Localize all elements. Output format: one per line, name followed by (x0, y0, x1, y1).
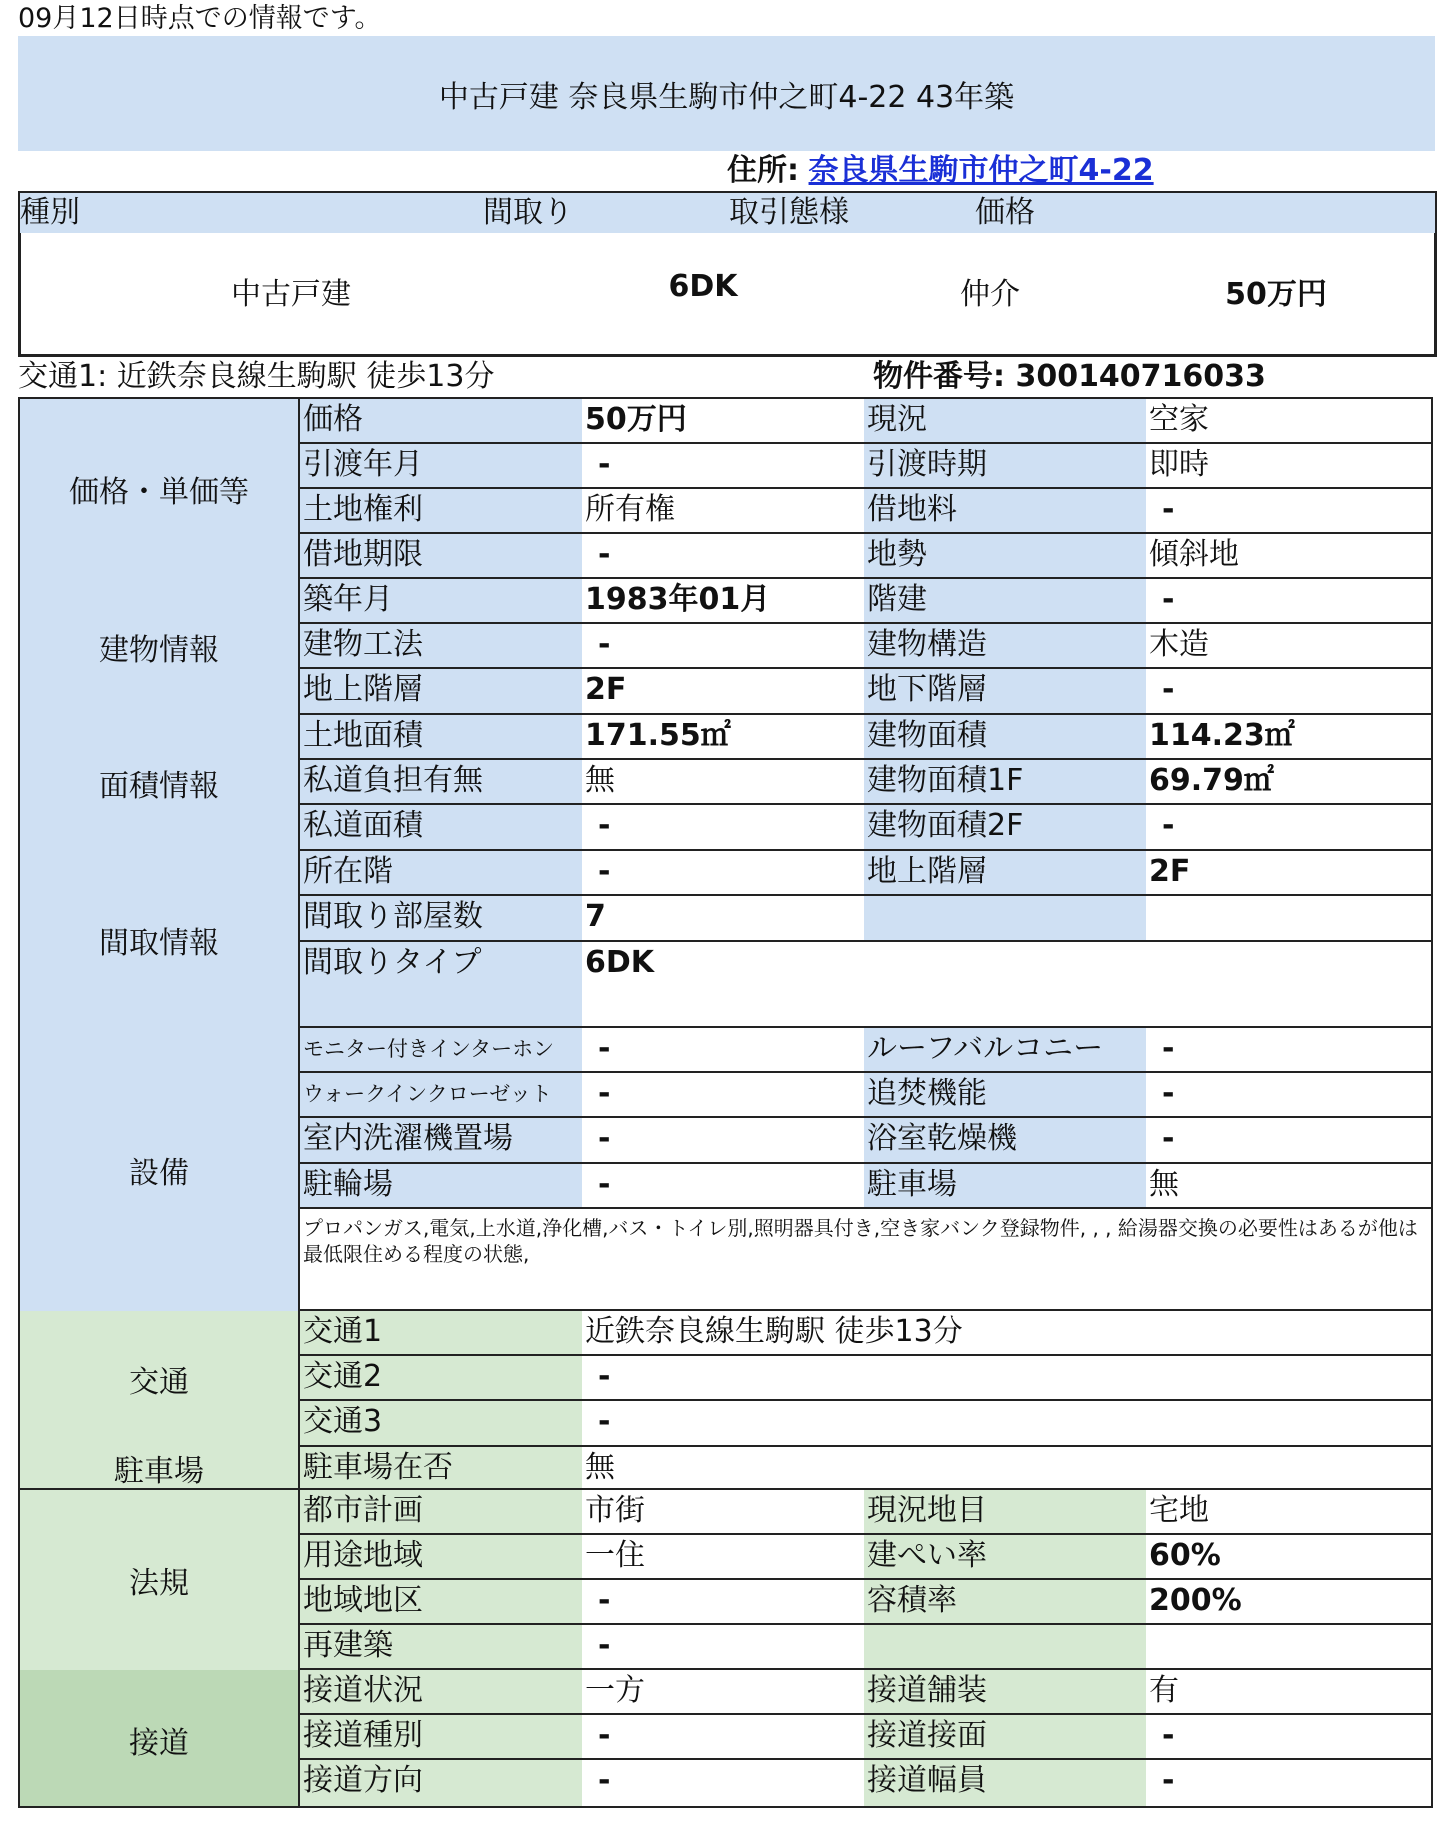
section-price-title: 価格・単価等 (20, 399, 300, 579)
section-parking-title: 駐車場 (20, 1447, 300, 1488)
summary-header-price: 価格 (975, 195, 1035, 230)
section-transport-title: 交通 (20, 1311, 300, 1447)
row-label: 地域地区 (300, 1580, 582, 1623)
row-label: 私道負担有無 (300, 760, 582, 803)
detail-grid (18, 397, 1433, 1808)
row-value: 6DK (585, 945, 655, 980)
row-label: 現況 (864, 399, 1146, 442)
row-value: 171.55㎡ (585, 718, 731, 753)
row-label: 建物面積2F (864, 805, 1146, 849)
section-law-title: 法規 (20, 1490, 300, 1670)
row-value: - (598, 808, 611, 843)
row-value: - (1162, 1718, 1175, 1753)
table-row (300, 851, 1431, 896)
table-row (300, 1580, 1431, 1625)
row-label: 接道状況 (300, 1670, 582, 1713)
table-row (300, 1118, 1431, 1164)
table-row (300, 760, 1431, 805)
table-row (300, 1535, 1431, 1580)
row-label: 借地期限 (300, 534, 582, 577)
equipment-note: プロパンガス,電気,上水道,浄化槽,バス・トイレ別,照明器具付き,空き家バンク登録物件, , , 給湯器交換の必要性はあるが他は最低限住める程度の状態, (303, 1216, 1418, 1266)
row-label: 引渡年月 (300, 444, 582, 487)
row-value: 60% (1149, 1538, 1221, 1573)
row-label: 都市計画 (300, 1490, 582, 1533)
page-title-text: 中古戸建 奈良県生駒市仲之町4-22 43年築 (438, 79, 1015, 115)
row-label: 接道接面 (864, 1715, 1146, 1758)
summary-header (18, 191, 1437, 236)
row-label: 接道幅員 (864, 1760, 1146, 1808)
row-label: 築年月 (300, 579, 582, 622)
row-value: - (598, 1583, 611, 1618)
row-value: - (598, 1031, 611, 1066)
table-row (300, 1715, 1431, 1760)
row-label: 現況地目 (864, 1490, 1146, 1533)
row-label: 追焚機能 (864, 1073, 1146, 1116)
row-label: 建ぺい率 (864, 1535, 1146, 1578)
row-value: - (1162, 582, 1175, 617)
table-row (300, 444, 1431, 489)
row-label: 接道舗装 (864, 1670, 1146, 1713)
row-value: - (598, 537, 611, 572)
row-label: 室内洗濯機置場 (300, 1118, 582, 1162)
row-value: - (598, 854, 611, 889)
table-row (300, 1447, 1431, 1490)
row-label: 地上階層 (864, 851, 1146, 894)
table-row (300, 1490, 1431, 1535)
section-layout-title: 間取情報 (20, 851, 300, 1028)
property-id: 物件番号: 300140716033 (873, 359, 1266, 394)
summary-type-value: 中古戸建 (231, 277, 351, 312)
row-value: - (598, 1076, 611, 1111)
row-value: 有 (1149, 1673, 1179, 1708)
row-label: 交通2 (300, 1356, 582, 1399)
row-label: 用途地域 (300, 1535, 582, 1578)
page-title (18, 36, 1435, 151)
row-value: - (598, 1167, 611, 1202)
row-value: - (1162, 1076, 1175, 1111)
row-label: ウォークインクローゼット (300, 1073, 582, 1116)
row-value: 無 (585, 1450, 615, 1485)
row-label (864, 1625, 1146, 1668)
row-value: 50万円 (585, 402, 687, 437)
row-value: - (598, 447, 611, 482)
row-label: 建物面積 (864, 715, 1146, 758)
table-row (300, 669, 1431, 715)
row-value: - (598, 1763, 611, 1798)
row-label: 所在階 (300, 851, 582, 894)
row-value: - (598, 1359, 611, 1394)
row-value: - (598, 1404, 611, 1439)
table-row (300, 1760, 1431, 1808)
row-label: 駐輪場 (300, 1164, 582, 1207)
row-value (1146, 1625, 1433, 1668)
table-row (300, 896, 1431, 942)
table-row (300, 534, 1431, 579)
table-row (300, 579, 1431, 624)
row-label: 地勢 (864, 534, 1146, 577)
summary-header-type: 種別 (20, 195, 80, 230)
row-value: 一住 (585, 1538, 645, 1573)
row-value: 近鉄奈良線生駒駅 徒歩13分 (585, 1314, 963, 1349)
row-label: 地上階層 (300, 669, 582, 713)
section-road-title: 接道 (20, 1670, 300, 1808)
row-label: 駐車場 (864, 1164, 1146, 1207)
section-equipment-title: 設備 (20, 1028, 300, 1311)
row-value: - (598, 1718, 611, 1753)
row-label: 容積率 (864, 1580, 1146, 1623)
table-row (300, 1028, 1431, 1073)
summary-values (18, 233, 1437, 357)
row-label: 再建築 (300, 1625, 582, 1668)
row-label: 建物工法 (300, 624, 582, 667)
row-value: 木造 (1149, 627, 1209, 662)
as-of-notice: 09月12日時点での情報です。 (18, 3, 382, 34)
access-line: 交通1: 近鉄奈良線生駒駅 徒歩13分 (18, 359, 495, 394)
row-label: 土地権利 (300, 489, 582, 532)
table-row (300, 715, 1431, 760)
row-value: 200% (1149, 1583, 1242, 1618)
row-value: 2F (1149, 854, 1191, 889)
table-row (300, 942, 1431, 1028)
table-row (300, 805, 1431, 851)
table-row (300, 1625, 1431, 1670)
row-label: 私道面積 (300, 805, 582, 849)
row-value: - (598, 1628, 611, 1663)
row-value: - (598, 627, 611, 662)
row-label: 間取りタイプ (300, 942, 582, 1026)
row-label: 階建 (864, 579, 1146, 622)
row-value: - (1162, 1121, 1175, 1156)
summary-header-transaction: 取引態様 (729, 195, 849, 230)
row-value: 無 (585, 763, 615, 798)
summary-transaction-value: 仲介 (960, 277, 1020, 312)
row-label: モニター付きインターホン (300, 1028, 582, 1071)
row-value: - (598, 1121, 611, 1156)
address-row (727, 152, 1154, 190)
row-value: 即時 (1149, 447, 1209, 482)
row-value: - (1162, 672, 1175, 707)
section-building-title: 建物情報 (20, 579, 300, 715)
row-label: 借地料 (864, 489, 1146, 532)
row-value: 114.23㎡ (1149, 718, 1295, 753)
table-row (300, 1073, 1431, 1118)
table-row (300, 624, 1431, 669)
address-link[interactable]: 奈良県生駒市仲之町4-22 (808, 153, 1154, 188)
row-value: 所有権 (585, 492, 675, 527)
summary-price-value: 50万円 (1225, 277, 1327, 312)
row-value: - (1162, 808, 1175, 843)
row-value: 2F (585, 672, 627, 707)
row-label: 駐車場在否 (300, 1447, 582, 1488)
row-value: 69.79㎡ (1149, 763, 1274, 798)
row-label: 接道方向 (300, 1760, 582, 1808)
row-label: 建物構造 (864, 624, 1146, 667)
row-label: 交通1 (300, 1311, 582, 1354)
summary-layout-value: 6DK (668, 269, 738, 304)
row-value: - (1162, 1763, 1175, 1798)
row-label: 浴室乾燥機 (864, 1118, 1146, 1162)
row-label: 地下階層 (864, 669, 1146, 713)
row-label: 建物面積1F (864, 760, 1146, 803)
row-label: 接道種別 (300, 1715, 582, 1758)
row-value: 市街 (585, 1493, 645, 1528)
row-label: 引渡時期 (864, 444, 1146, 487)
table-row (300, 1401, 1431, 1447)
summary-header-layout: 間取り (483, 195, 573, 230)
table-row (300, 489, 1431, 534)
row-value: 1983年01月 (585, 582, 771, 617)
row-label (864, 896, 1146, 940)
row-value: 無 (1149, 1167, 1179, 1202)
row-value: 宅地 (1149, 1493, 1209, 1528)
table-row (300, 399, 1431, 444)
row-value: 7 (585, 899, 606, 934)
row-label: 土地面積 (300, 715, 582, 758)
table-row (300, 1356, 1431, 1401)
table-row (300, 1670, 1431, 1715)
address-label: 住所: (727, 153, 799, 188)
row-value: 傾斜地 (1149, 537, 1239, 572)
table-row (300, 1164, 1431, 1209)
row-label: 交通3 (300, 1401, 582, 1445)
row-value: - (1162, 1031, 1175, 1066)
row-label: 間取り部屋数 (300, 896, 582, 940)
row-value: 一方 (585, 1673, 645, 1708)
section-area-title: 面積情報 (20, 715, 300, 851)
row-value (1146, 896, 1433, 940)
equipment-note-row (300, 1209, 1431, 1311)
row-value: - (1162, 492, 1175, 527)
row-label: 価格 (300, 399, 582, 442)
row-label: ルーフバルコニー (864, 1028, 1146, 1071)
row-value: 空家 (1149, 402, 1209, 437)
table-row (300, 1311, 1431, 1356)
